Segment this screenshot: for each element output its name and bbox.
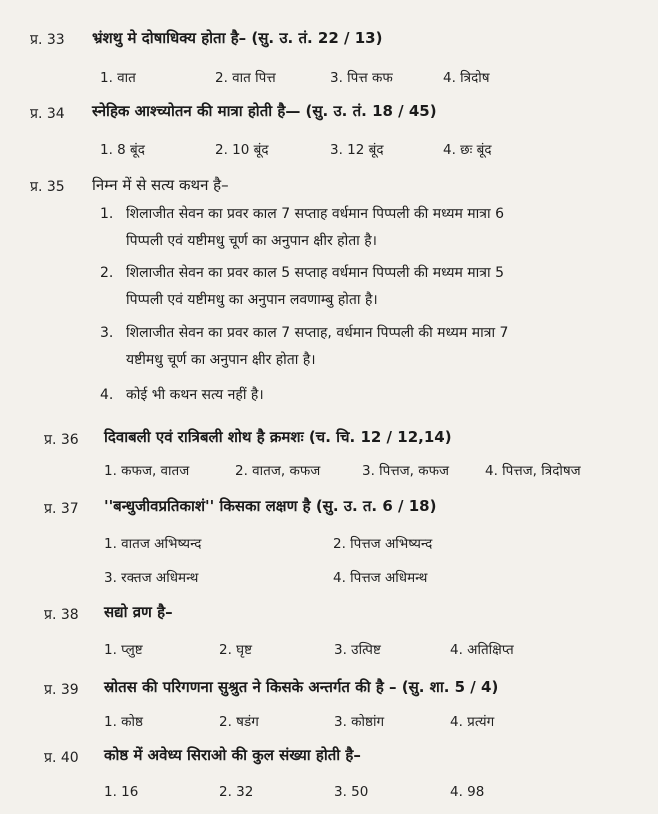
option-4: 4. पित्तज अधिमन्थ bbox=[333, 570, 428, 586]
statement-number: 3. bbox=[100, 325, 114, 341]
option-2: 2. षडंग bbox=[219, 714, 259, 730]
question-text: कोष्ठ में अवेध्य सिराओ की कुल संख्या होती है– bbox=[104, 746, 361, 764]
question-text: निम्न में से सत्य कथन है– bbox=[92, 176, 229, 194]
option-3: 3. 50 bbox=[334, 784, 369, 800]
option-1: 1. कफज, वातज bbox=[104, 463, 190, 479]
option-4: 4. प्रत्यंग bbox=[450, 714, 495, 730]
statement-3 bbox=[100, 320, 620, 374]
option-4: 4. पित्तज, त्रिदोषज bbox=[485, 463, 581, 479]
question-number: प्र. 33 bbox=[30, 32, 65, 48]
option-3: 3. पित्त कफ bbox=[330, 70, 393, 86]
question-text: स्रोतस की परिगणना सुश्रुत ने किसके अन्तर्गत की है – (सु. शा. 5 / 4) bbox=[104, 678, 499, 696]
question-number: प्र. 35 bbox=[30, 179, 65, 195]
question-text: भ्रंशथु मे दोषाधिक्य होता है– (सु. उ. तं. 22 / 13) bbox=[92, 29, 383, 47]
option-1: 1. वात bbox=[100, 70, 136, 86]
question-number: प्र. 36 bbox=[44, 432, 79, 448]
question-number: प्र. 34 bbox=[30, 106, 65, 122]
option-4: 4. छः बूंद bbox=[443, 142, 492, 158]
statement-line: पिप्पली एवं यष्टीमधु का अनुपान लवणाम्बु होता है। bbox=[126, 292, 378, 308]
option-1: 1. 8 बूंद bbox=[100, 142, 145, 158]
question-number: प्र. 40 bbox=[44, 750, 79, 766]
statement-number: 2. bbox=[100, 265, 114, 281]
statement-line: शिलाजीत सेवन का प्रवर काल 7 सप्ताह, वर्धमान पिप्पली की मध्यम मात्रा 7 bbox=[126, 325, 509, 341]
statement-1 bbox=[100, 201, 620, 255]
option-4: 4. 98 bbox=[450, 784, 485, 800]
statement-number: 4. bbox=[100, 387, 114, 403]
option-1: 1. कोष्ठ bbox=[104, 714, 143, 730]
option-4: 4. त्रिदोष bbox=[443, 70, 490, 86]
option-1: 1. वातज अभिष्यन्द bbox=[104, 536, 202, 552]
option-1: 1. प्लुष्ट bbox=[104, 642, 143, 658]
statement-line: पिप्पली एवं यष्टीमधु चूर्ण का अनुपान क्षीर होता है। bbox=[126, 233, 377, 249]
statement-line: शिलाजीत सेवन का प्रवर काल 7 सप्ताह वर्धमान पिप्पली की मध्यम मात्रा 6 bbox=[126, 206, 505, 222]
option-2: 2. वातज, कफज bbox=[235, 463, 321, 479]
statement-2 bbox=[100, 260, 620, 314]
question-number: प्र. 38 bbox=[44, 607, 79, 623]
statement-line: शिलाजीत सेवन का प्रवर काल 5 सप्ताह वर्धमान पिप्पली की मध्यम मात्रा 5 bbox=[126, 265, 505, 281]
option-2: 2. 10 बूंद bbox=[215, 142, 269, 158]
option-2: 2. घृष्ट bbox=[219, 642, 253, 658]
option-2: 2. पित्तज अभिष्यन्द bbox=[333, 536, 433, 552]
option-4: 4. अतिक्षिप्त bbox=[450, 642, 514, 658]
statement-line: कोई भी कथन सत्य नहीं है। bbox=[126, 387, 264, 403]
statement-line: यष्टीमधु चूर्ण का अनुपान क्षीर होता है। bbox=[126, 352, 316, 368]
question-text: स्नेहिक आश्च्योतन की मात्रा होती है— (सु. उ. तं. 18 / 45) bbox=[92, 102, 437, 120]
option-3: 3. कोष्ठांग bbox=[334, 714, 385, 730]
option-3: 3. पित्तज, कफज bbox=[362, 463, 450, 479]
option-2: 2. 32 bbox=[219, 784, 254, 800]
question-text: सद्यो व्रण है– bbox=[104, 603, 173, 621]
question-number: प्र. 37 bbox=[44, 501, 79, 517]
option-2: 2. वात पित्त bbox=[215, 70, 276, 86]
option-3: 3. उत्पिष्ट bbox=[334, 642, 381, 658]
question-text: दिवाबली एवं रात्रिबली शोथ है क्रमशः (च. चि. 12 / 12,14) bbox=[104, 428, 452, 446]
option-3: 3. रक्तज अधिमन्थ bbox=[104, 570, 199, 586]
option-1: 1. 16 bbox=[104, 784, 139, 800]
statement-number: 1. bbox=[100, 206, 114, 222]
statement-4 bbox=[100, 382, 620, 409]
question-text: ''बन्धुजीवप्रतिकाशं'' किसका लक्षण है (सु. उ. त. 6 / 18) bbox=[104, 497, 437, 515]
question-number: प्र. 39 bbox=[44, 682, 79, 698]
option-3: 3. 12 बूंद bbox=[330, 142, 384, 158]
